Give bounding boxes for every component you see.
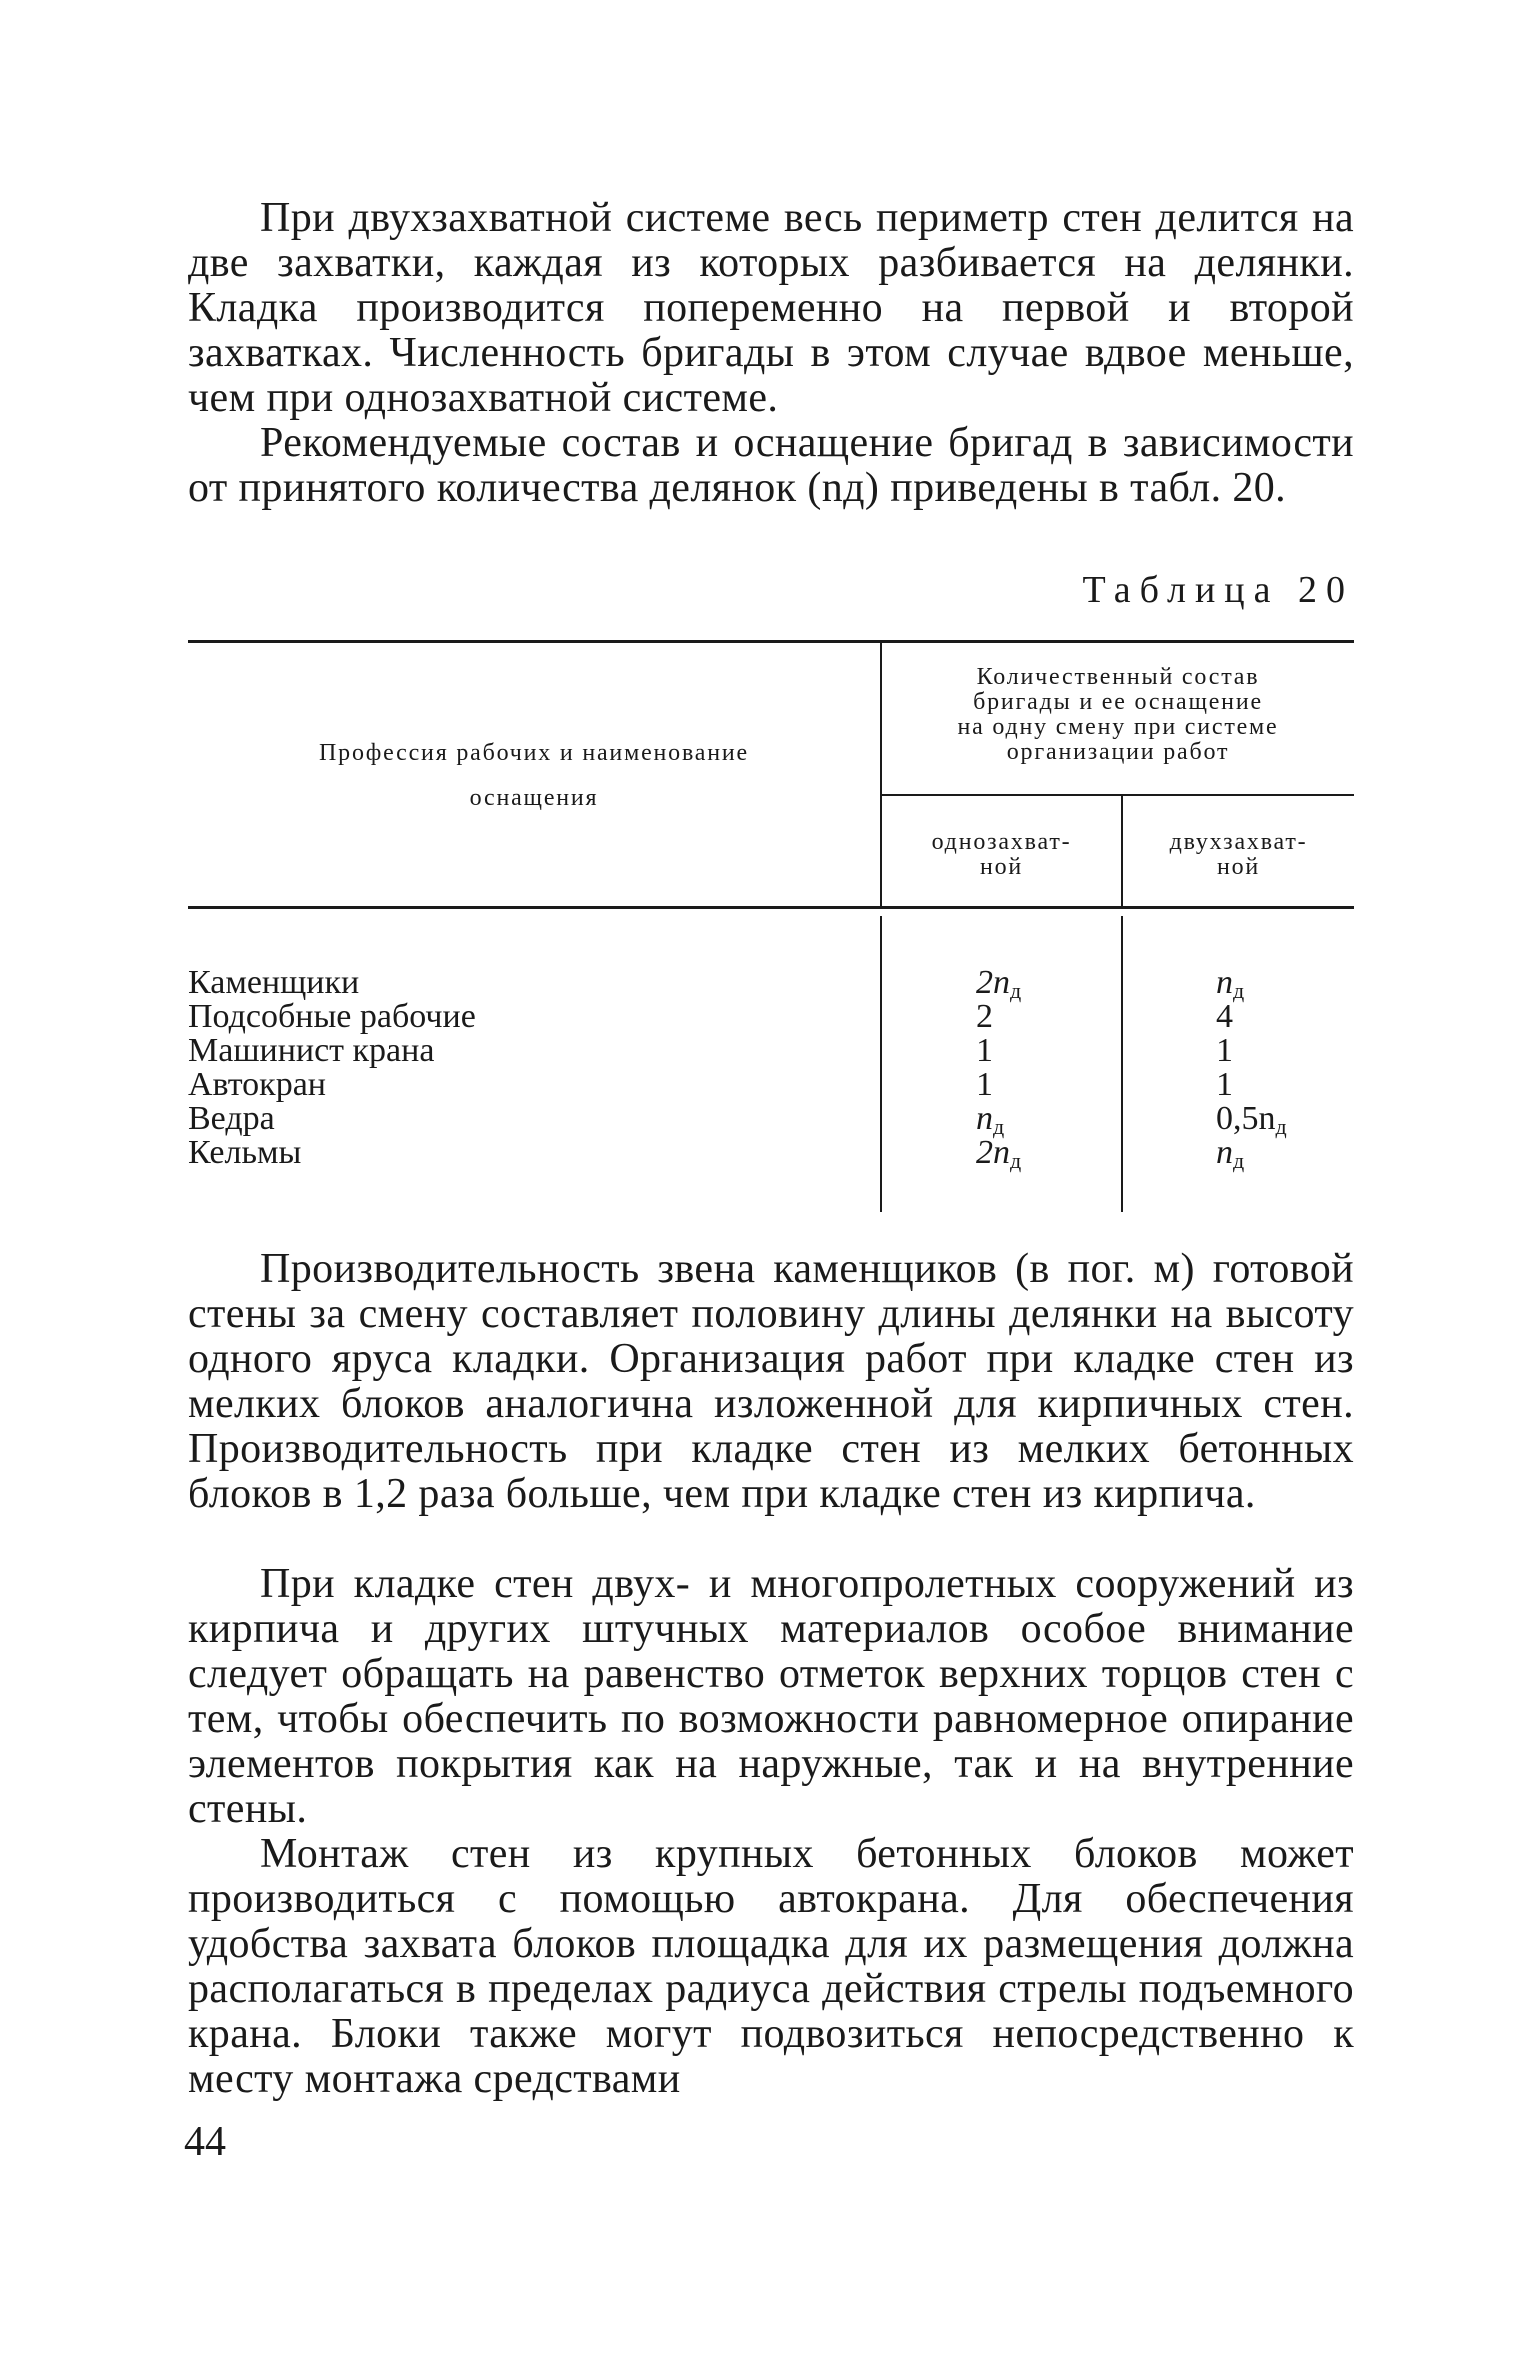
cell-double-crane-operator: 1 bbox=[1216, 1032, 1233, 1069]
header-profession-line-1: Профессия рабочих и наименование bbox=[319, 740, 749, 766]
body-divider-1 bbox=[880, 916, 882, 1212]
paragraph-1: При двухзахватной системе весь периметр стен делится на две захватки, каждая из которых разбивается на делянки. Кладка производится попеременно на первой и второй захватках. Численность бригады в этом случае вдвое меньше, чем при однозахватной системе. bbox=[188, 195, 1354, 421]
header-col-single-line-2: ной bbox=[979, 854, 1024, 880]
cell-single-helpers: 2 bbox=[976, 998, 993, 1035]
header-col-double-line-2: ной bbox=[1216, 854, 1261, 880]
row-label-crane-operator: Машинист крана bbox=[188, 1032, 435, 1069]
page-number: 44 bbox=[184, 2119, 226, 2165]
header-group-line-4: организации работ bbox=[1006, 739, 1230, 765]
cell-single-trowels: $2n_д$ bbox=[976, 1134, 1022, 1173]
body-divider-2 bbox=[1121, 916, 1123, 1212]
table-caption: Таблица 20 bbox=[1082, 569, 1354, 611]
paragraph-5: Монтаж стен из крупных бетонных блоков может производиться с помощью автокрана. Для обеспечения удобства захвата блоков площадка для их размещения должна располагаться в пределах радиуса действия стрелы подъемного крана. Блоки также могут подвозиться непосредственно к месту монтажа средствами bbox=[188, 1831, 1354, 2102]
header-col-single-line-1: однозахват- bbox=[931, 829, 1072, 855]
row-label-helpers: Подсобные рабочие bbox=[188, 998, 476, 1035]
cell-single-buckets: $n_д$ bbox=[976, 1100, 1005, 1139]
header-col-double-line-1: двухзахват- bbox=[1169, 829, 1308, 855]
table-top-rule bbox=[188, 640, 1354, 643]
cell-single-truck-crane: 1 bbox=[976, 1066, 993, 1103]
row-label-trowels: Кельмы bbox=[188, 1134, 302, 1171]
header-sub-rule bbox=[880, 794, 1354, 796]
cell-single-masons: $2n_д$ bbox=[976, 964, 1022, 1003]
paragraph-2: Рекомендуемые состав и оснащение бригад в зависимости от принятого количества делянок (nд) приведены в табл. 20. bbox=[188, 420, 1354, 511]
row-label-truck-crane: Автокран bbox=[188, 1066, 326, 1103]
header-group-line-1: Количественный состав bbox=[976, 664, 1260, 690]
paragraph-3: Производительность звена каменщиков (в пог. м) готовой стены за смену составляет половину длины делянки на высоту одного яруса кладки. Организация работ при кладке стен из мелких блоков аналогична изложенной для кирпичных стен. Производительность при кладке стен из мелких бетонных блоков в 1,2 раза больше, чем при кладке стен из кирпича. bbox=[188, 1246, 1354, 1517]
row-label-masons: Каменщики bbox=[188, 964, 360, 1001]
cell-double-buckets: $0,5n_д$ bbox=[1216, 1100, 1287, 1139]
cell-double-truck-crane: 1 bbox=[1216, 1066, 1233, 1103]
cell-double-helpers: 4 bbox=[1216, 998, 1233, 1035]
header-group-line-3: на одну смену при системе bbox=[957, 714, 1279, 740]
cell-double-masons: $n_д$ bbox=[1216, 964, 1245, 1003]
paragraph-4: При кладке стен двух- и многопролетных сооружений из кирпича и других штучных материалов особое внимание следует обращать на равенство отметок верхних торцов стен с тем, чтобы обеспечить по возможности равномерное опирание элементов покрытия как на наружные, так и на внутренние стены. bbox=[188, 1561, 1354, 1832]
cell-single-crane-operator: 1 bbox=[976, 1032, 993, 1069]
header-bottom-rule bbox=[188, 906, 1354, 909]
header-group-line-2: бригады и ее оснащение bbox=[973, 689, 1263, 715]
row-label-buckets: Ведра bbox=[188, 1100, 275, 1137]
header-profession-line-2: оснащения bbox=[469, 785, 599, 811]
cell-double-trowels: $n_д$ bbox=[1216, 1134, 1245, 1173]
